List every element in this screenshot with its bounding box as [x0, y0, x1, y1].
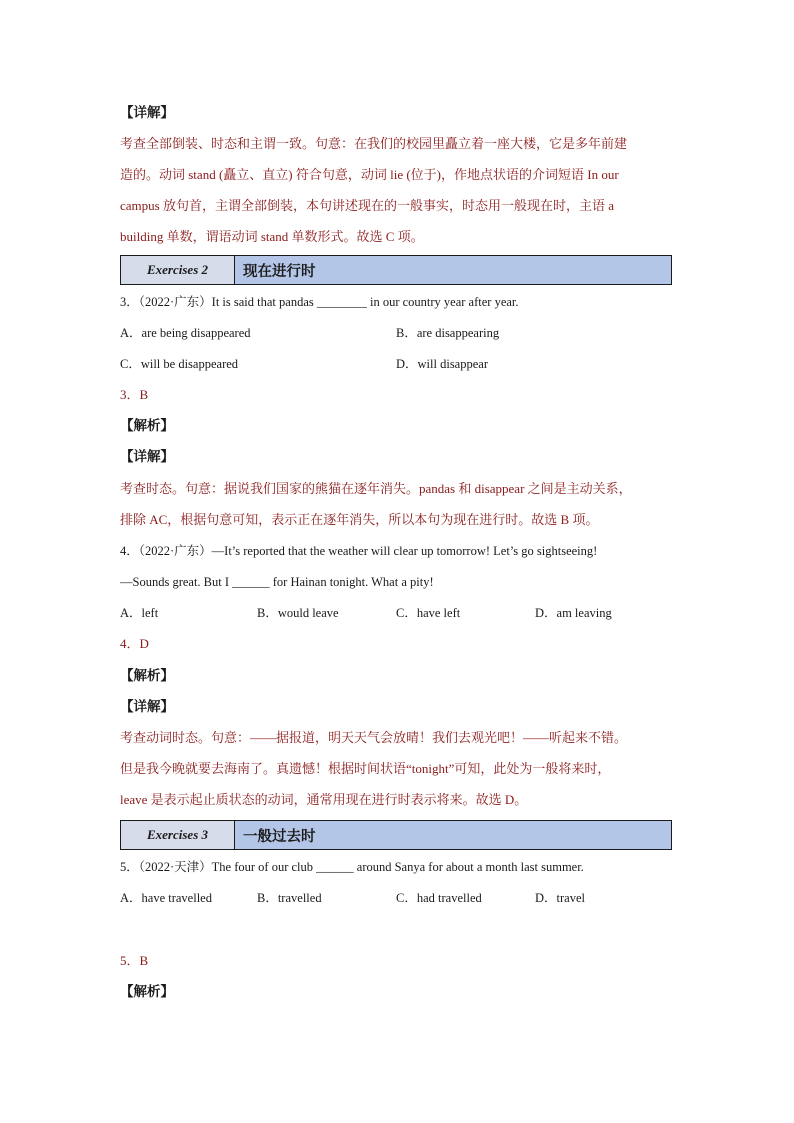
option-a: A．are being disappeared — [120, 326, 251, 340]
detail-text-line: 考查全部倒装、时态和主谓一致。句意：在我们的校园里矗立着一座大楼，它是多年前建 — [120, 136, 628, 151]
option-b: B．would leave — [257, 606, 339, 620]
detail-text-line: campus 放句首，主谓全部倒装，本句讲述现在的一般事实，时态用一般现在时，主语 a — [120, 198, 614, 213]
option-d: D．will disappear — [396, 357, 488, 371]
option-c: C．had travelled — [396, 891, 482, 905]
detail-text-line: leave 是表示起止质状态的动词，通常用现在进行时表示将来。故选 D。 — [120, 792, 528, 807]
detail-text-line: 但是我今晚就要去海南了。真遗憾！根据时间状语“tonight”可知，此处为一般将来时， — [120, 761, 611, 776]
option-d: D．travel — [535, 891, 585, 905]
question-stem: 4．（2022·广东）—It’s reported that the weather will clear up tomorrow! Let’s go sightseeing! — [120, 544, 598, 558]
answer: 5．B — [120, 953, 149, 968]
answer: 4．D — [120, 636, 149, 651]
analysis-heading: 【解析】 — [120, 418, 174, 433]
section-header — [120, 820, 672, 850]
section-title: 现在进行时 — [243, 263, 316, 280]
option-c: C．will be disappeared — [120, 357, 239, 371]
section-header — [120, 255, 672, 285]
answer: 3．B — [120, 387, 149, 402]
detail-text-line: 考查时态。句意：据说我们国家的熊猫在逐年消失。pandas 和 disappear 之间是主动关系， — [120, 481, 632, 496]
option-c: C．have left — [396, 606, 461, 620]
question-stem: 5．（2022·天津）The four of our club ______ around Sanya for about a month last summer. — [120, 860, 584, 874]
question-stem: 3．（2022·广东）It is said that pandas ________ in our country year after year. — [120, 295, 519, 309]
option-b: B．are disappearing — [396, 326, 500, 340]
detail-heading: 【详解】 — [120, 105, 174, 120]
analysis-heading: 【解析】 — [120, 984, 174, 999]
section-tag: Exercises 2 — [121, 256, 235, 284]
detail-text-line: 排除 AC，根据句意可知，表示正在逐年消失，所以本句为现在进行时。故选 B 项。 — [120, 512, 599, 527]
analysis-heading: 【解析】 — [120, 668, 174, 683]
option-b: B．travelled — [257, 891, 322, 905]
question-stem: —Sounds great. But I ______ for Hainan tonight. What a pity! — [120, 575, 434, 589]
detail-text-line: 造的。动词 stand (矗立、直立) 符合句意，动词 lie (位于)，作地点状语的介词短语 In our — [120, 167, 619, 182]
option-d: D．am leaving — [535, 606, 612, 620]
option-a: A．have travelled — [120, 891, 212, 905]
detail-heading: 【详解】 — [120, 699, 174, 714]
detail-text-line: building 单数，谓语动词 stand 单数形式。故选 C 项。 — [120, 229, 424, 244]
detail-text-line: 考查动词时态。句意：——据报道，明天天气会放晴！我们去观光吧！——听起来不错。 — [120, 730, 628, 745]
section-tag: Exercises 3 — [121, 821, 235, 849]
detail-heading: 【详解】 — [120, 449, 174, 464]
section-title: 一般过去时 — [243, 828, 316, 845]
option-a: A．left — [120, 606, 159, 620]
